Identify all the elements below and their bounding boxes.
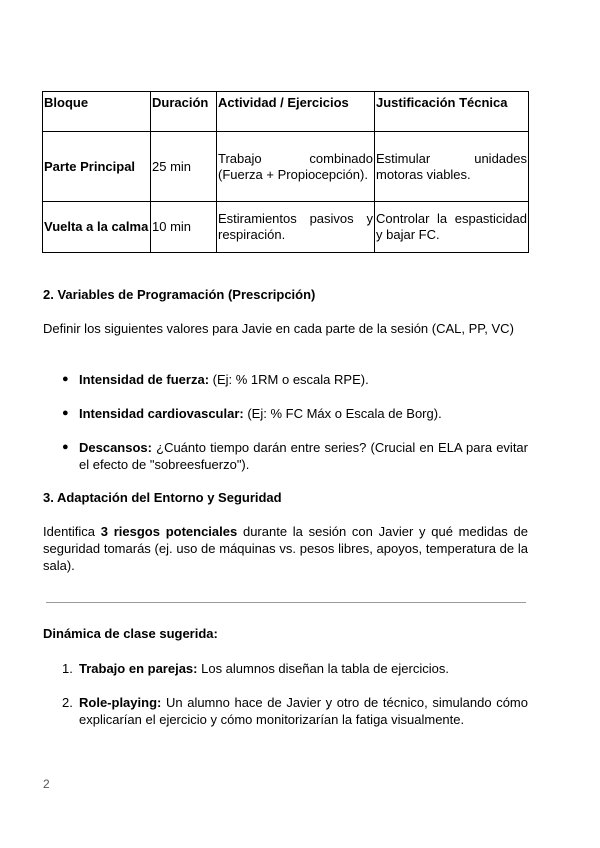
header-actividad: Actividad / Ejercicios (217, 92, 375, 132)
section3-post: durante la sesión con Javier y qué medidas de seguridad tomarás (ej. uso de máquinas vs. pesos libres, apoyos, temperatura de la sala). (43, 524, 528, 573)
section3-paragraph (43, 523, 528, 574)
bullet-text: ¿Cuánto tiempo darán entre series? (Crucial en ELA para evitar el efecto de "sobreesfuerzo"). (79, 440, 528, 472)
section3-bold: 3 riesgos potenciales (100, 524, 238, 539)
list-item (79, 660, 528, 677)
bullet-icon: ● (62, 407, 69, 419)
list-item (79, 439, 528, 473)
list-item (79, 405, 528, 422)
header-justificacion: Justificación Técnica (375, 92, 529, 132)
bullet-label: Descansos: (79, 440, 152, 455)
cell-duracion: 10 min (151, 202, 217, 253)
item-label: Role-playing: (79, 695, 162, 710)
table-row (43, 202, 529, 253)
dynamics-heading: Dinámica de clase sugerida: (43, 626, 218, 641)
cell-duracion: 25 min (151, 132, 217, 202)
horizontal-divider (46, 602, 526, 603)
bullet-label: Intensidad cardiovascular: (79, 406, 244, 421)
bullet-icon: ● (62, 373, 69, 385)
session-table (42, 91, 529, 253)
bullet-label: Intensidad de fuerza: (79, 372, 210, 387)
page-number: 2 (43, 777, 50, 791)
header-duracion: Duración (151, 92, 217, 132)
cell-justificacion: Estimular unidades motoras viables. (375, 132, 529, 202)
section3-heading: 3. Adaptación del Entorno y Seguridad (43, 490, 282, 505)
item-label: Trabajo en parejas: (79, 661, 198, 676)
list-number: 2. (62, 695, 73, 710)
table-row (43, 132, 529, 202)
item-text: Los alumnos diseñan la tabla de ejercicios. (197, 661, 449, 676)
cell-bloque: Vuelta a la calma (43, 202, 151, 253)
list-number: 1. (62, 661, 73, 676)
header-bloque: Bloque (43, 92, 151, 132)
bullet-text: (Ej: % FC Máx o Escala de Borg). (243, 406, 442, 421)
bullet-text: (Ej: % 1RM o escala RPE). (209, 372, 369, 387)
cell-actividad: Estiramientos pasivos y respiración. (217, 202, 375, 253)
cell-actividad: Trabajo combinado (Fuerza + Propiocepción). (217, 132, 375, 202)
table-header-row (43, 92, 529, 132)
bullet-icon: ● (62, 441, 69, 453)
item-text: Un alumno hace de Javier y otro de técnico, simulando cómo explicarían el ejercicio y cómo monitorizarían la fatiga visualmente. (79, 695, 528, 727)
cell-bloque: Parte Principal (43, 132, 151, 202)
section3-pre: Identifica (43, 524, 101, 539)
cell-justificacion: Controlar la espasticidad y bajar FC. (375, 202, 529, 253)
section2-intro: Definir los siguientes valores para Javie en cada parte de la sesión (CAL, PP, VC) (43, 321, 514, 336)
list-item (79, 371, 528, 388)
section2-heading: 2. Variables de Programación (Prescripción) (43, 287, 316, 302)
list-item (79, 694, 528, 728)
